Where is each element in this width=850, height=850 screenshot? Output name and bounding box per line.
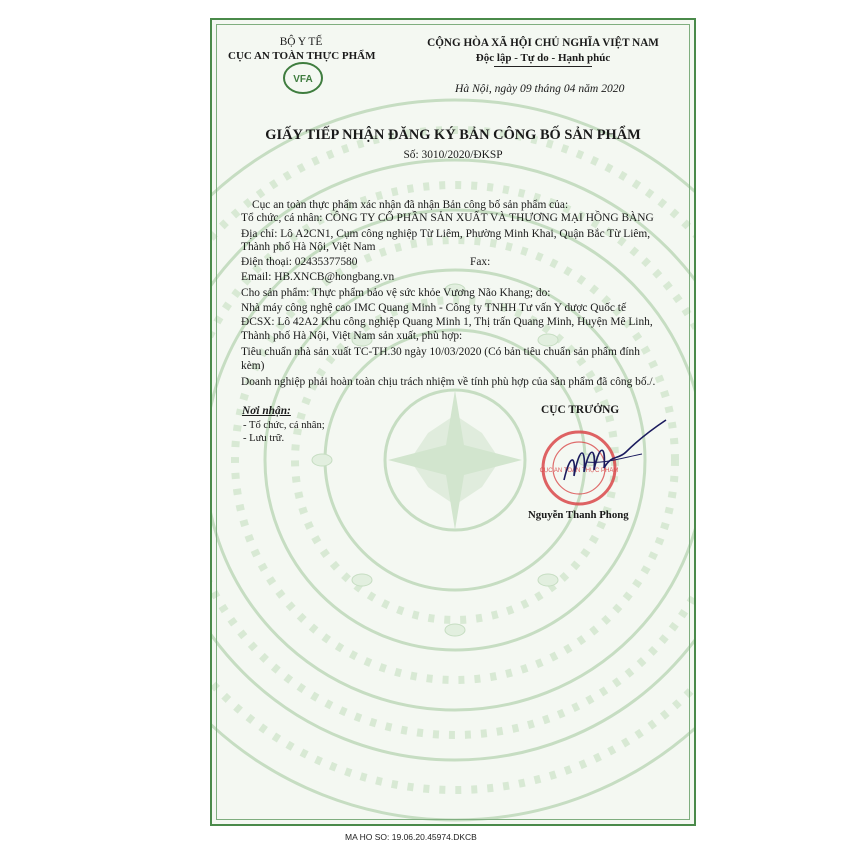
- document-title: GIẤY TIẾP NHẬN ĐĂNG KÝ BẢN CÔNG BỐ SẢN PHẨM: [265, 127, 641, 143]
- document-number: Số: 3010/2020/ĐKSP: [403, 149, 503, 161]
- responsibility-line: Doanh nghiệp phải hoàn toàn chịu trách nhiệm về tính phù hợp của sản phẩm đã công bố./.: [241, 376, 656, 388]
- svg-text:VFA: VFA: [293, 74, 313, 85]
- signer-name: Nguyễn Thanh Phong: [528, 509, 629, 521]
- address-line-2: Thành phố Hà Nội, Việt Nam: [241, 241, 376, 253]
- vfa-logo: [282, 61, 324, 95]
- motto-underline: [494, 66, 592, 67]
- factory-address-line-2: Thành phố Hà Nội, Việt Nam sản xuất, phù hợp:: [241, 330, 463, 342]
- organization-line: Tổ chức, cá nhân: CÔNG TY CỔ PHẦN SẢN XUẤT VÀ THƯƠNG MẠI HỒNG BÀNG: [241, 212, 654, 224]
- ministry-name: BỘ Y TẾ: [279, 36, 323, 48]
- standard-line-1: Tiêu chuẩn nhà sản xuất TC-TH.30 ngày 10/03/2020 (Có bản tiêu chuẩn sản phẩm đính: [241, 346, 640, 358]
- agency-name: CỤC AN TOÀN THỰC PHẨM: [228, 50, 376, 62]
- svg-text:CỤC AN TOÀN THỰC PHẨM: CỤC AN TOÀN THỰC PHẨM: [539, 468, 619, 474]
- phone-line: Điện thoại: 02435377580: [241, 256, 358, 268]
- signer-title: CỤC TRƯỞNG: [541, 404, 620, 416]
- national-motto: Độc lập - Tự do - Hạnh phúc: [475, 52, 611, 64]
- manufacturer-line: Nhà máy công nghệ cao IMC Quang Minh - Công ty TNHH Tư vấn Y dược Quốc tế: [241, 302, 627, 314]
- handwritten-signature: [556, 414, 676, 494]
- country-name: CỘNG HÒA XÃ HỘI CHỦ NGHĨA VIỆT NAM: [427, 37, 659, 49]
- standard-line-2: kèm): [241, 360, 265, 372]
- intro-line: Cục an toàn thực phẩm xác nhận đã nhận Bản công bố sản phẩm của:: [252, 199, 569, 211]
- product-line: Cho sản phẩm: Thực phẩm bảo vệ sức khỏe Vương Não Khang; do:: [241, 287, 551, 299]
- factory-address-line-1: ĐCSX: Lô 42A2 Khu công nghiệp Quang Minh 1, Thị trấn Quang Minh, Huyện Mê Linh,: [241, 316, 653, 328]
- issue-date: Hà Nội, ngày 09 tháng 04 năm 2020: [455, 82, 625, 95]
- email-line: Email: HB.XNCB@hongbang.vn: [241, 271, 395, 283]
- address-line-1: Địa chỉ: Lô A2CN1, Cụm công nghiệp Từ Liêm, Phường Minh Khai, Quận Bắc Từ Liêm,: [241, 228, 651, 240]
- recipients-heading: Nơi nhận:: [242, 405, 291, 417]
- recipient-item-2: - Lưu trữ.: [243, 433, 285, 444]
- dossier-code: MA HO SO: 19.06.20.45974.DKCB: [345, 832, 477, 842]
- recipient-item-1: - Tổ chức, cá nhân;: [243, 420, 325, 431]
- fax-line: Fax:: [470, 256, 491, 268]
